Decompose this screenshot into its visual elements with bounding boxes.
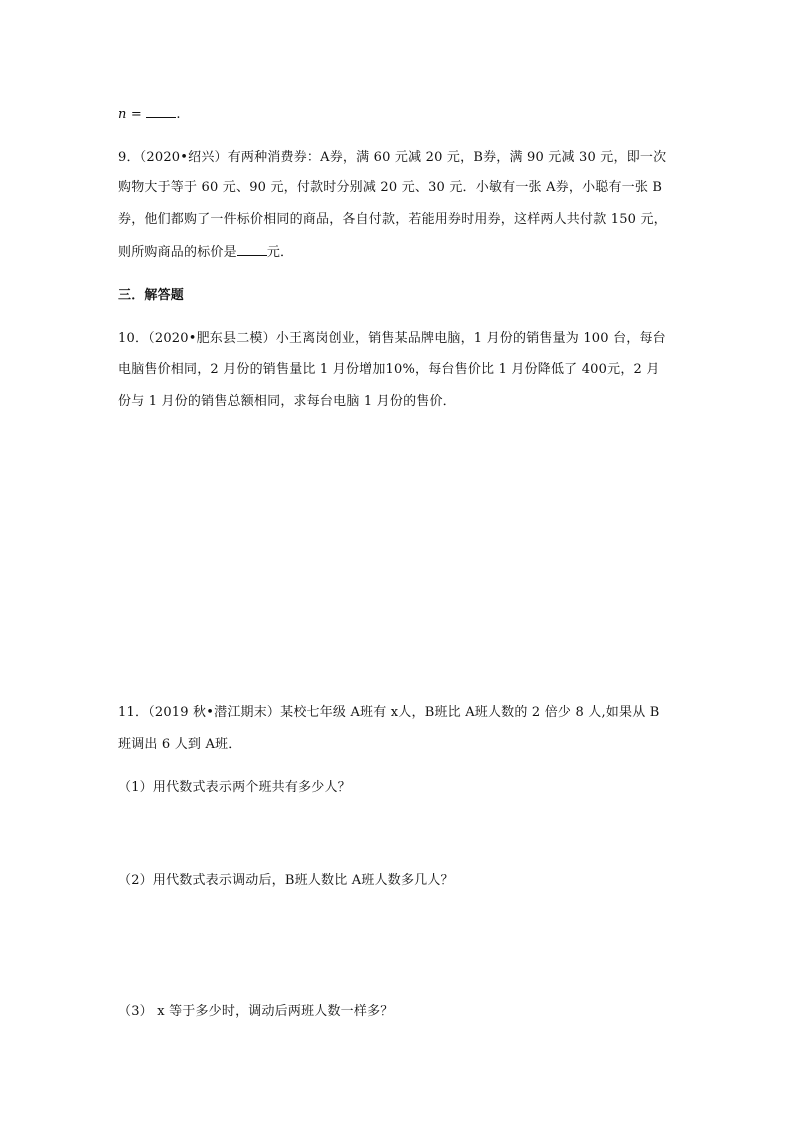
question-11-line-2: 班调出 6 人到 A班． (118, 737, 242, 752)
question-11-sub-3: （3） x 等于多少时，调动后两班人数一样多？ (118, 1004, 394, 1019)
question-8-answer-line (118, 106, 181, 123)
section-title: 三．解答题 (118, 288, 185, 303)
answer-blank (146, 106, 176, 118)
question-9-line-4-text: 则所购商品的标价是 (118, 245, 237, 260)
question-11-sub-2: （2）用代数式表示调动后，B班人数比 A班人数多几人？ (118, 873, 454, 888)
question-10-line-1: 10．（2020•肥东县二模）小王离岗创业，销售某品牌电脑，1 月份的销售量为 100 台，每台 (118, 331, 666, 346)
variable-n: n (118, 107, 127, 122)
question-10-line-2: 电脑售价相同，2 月份的销售量比 1 月份增加10%，每台售价比 1 月份降低了 400元，2 月 (118, 362, 660, 377)
answer-blank (237, 244, 267, 256)
question-10-line-3: 份与 1 月份的销售总额相同，求每台电脑 1 月份的售价． (118, 394, 456, 409)
question-11-sub-1: （1）用代数式表示两个班共有多少人？ (118, 780, 351, 795)
question-9-line-1: 9．（2020•绍兴）有两种消费券：A券，满 60 元减 20 元，B券，满 90 元减 30 元，即一次 (118, 150, 667, 165)
question-9-line-2: 购物大于等于 60 元、90 元，付款时分别减 20 元、30 元．小敏有一张 A券，小聪有一张 B (118, 180, 663, 195)
question-11-line-1: 11．（2019 秋•潜江期末）某校七年级 A班有 x人，B班比 A班人数的 2 倍少 8 人,如果从 B (118, 705, 660, 720)
question-9-line-3: 券，他们都购了一件标价相同的商品，各自付款，若能用券时用券，这样两人共付款 150 元， (118, 212, 667, 227)
equals-sign: = (126, 107, 147, 122)
question-9-line-4-unit: 元． (266, 245, 294, 260)
period: . (176, 107, 181, 122)
question-9-line-4 (118, 244, 293, 261)
